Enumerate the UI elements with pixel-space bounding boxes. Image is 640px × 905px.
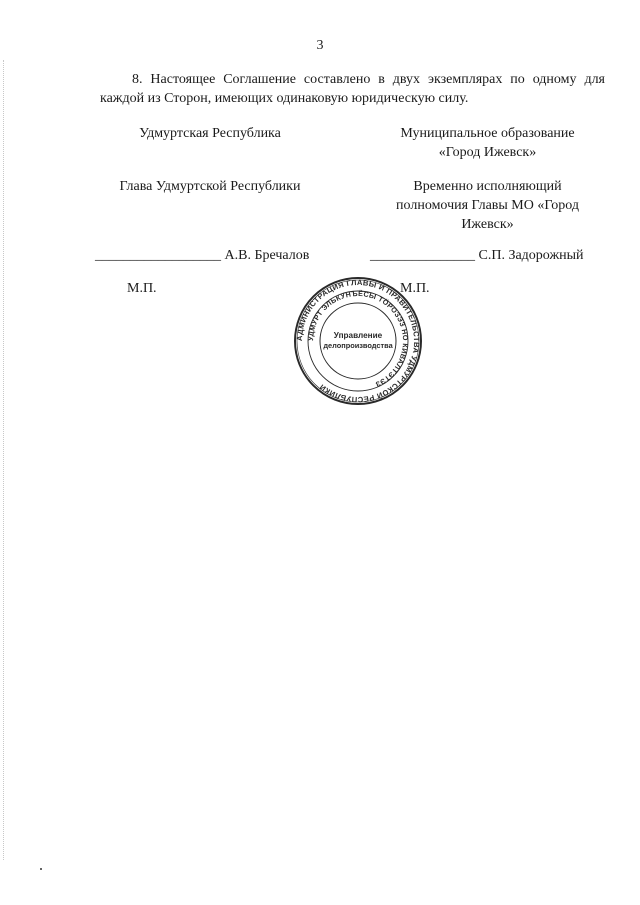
right-party-position-line-2: полномочия Главы МО «Город xyxy=(396,198,579,213)
right-party-position-line-1: Временно исполняющий xyxy=(413,179,562,194)
right-party-org-line-1: Муниципальное образование xyxy=(400,126,575,141)
official-stamp xyxy=(293,276,423,406)
left-signature-line: __________________ xyxy=(95,248,221,263)
right-signature-line: _______________ xyxy=(370,248,475,263)
left-seal-label: М.П. xyxy=(127,281,157,296)
page-number: 3 xyxy=(316,38,324,53)
stamp-center-line-2: делопроизводства xyxy=(323,341,393,350)
right-signature-block xyxy=(370,246,584,265)
right-signer-name: С.П. Задорожный xyxy=(478,248,584,263)
left-signer-name: А.В. Бречалов xyxy=(224,248,310,263)
clause-8-line-1: 8. Настоящее Соглашение составлено в двух экземплярах по одному для xyxy=(132,72,605,87)
left-party-org: Удмуртская Республика xyxy=(139,126,281,141)
page-edge xyxy=(3,60,5,860)
right-party-org-line-2: «Город Ижевск» xyxy=(438,145,537,160)
left-party-position: Глава Удмуртской Республики xyxy=(119,179,301,194)
left-signature-block xyxy=(95,246,309,265)
clause-8-paragraph xyxy=(100,70,605,108)
stamp-inner-ring-text: УДМУРТ ЭЛЬКУНЪЁСЫ ТӦРОЗЭЗ НО КИВАЛТЭТЭЗ xyxy=(305,288,411,390)
stamp-center-line-1: Управление xyxy=(333,331,383,340)
right-party-position xyxy=(380,177,595,234)
scan-speck xyxy=(40,868,42,870)
right-seal-label: М.П. xyxy=(400,281,430,296)
clause-8-line-2: каждой из Сторон, имеющих одинаковую юридическую силу. xyxy=(100,91,469,106)
right-party-org xyxy=(380,124,595,162)
right-party-position-line-3: Ижевск» xyxy=(461,217,514,232)
stamp-outer-ring-text: АДМИНИСТРАЦИЯ ГЛАВЫ И ПРАВИТЕЛЬСТВА УДМУРТСКОЙ РЕСПУБЛИКИ xyxy=(294,277,422,405)
